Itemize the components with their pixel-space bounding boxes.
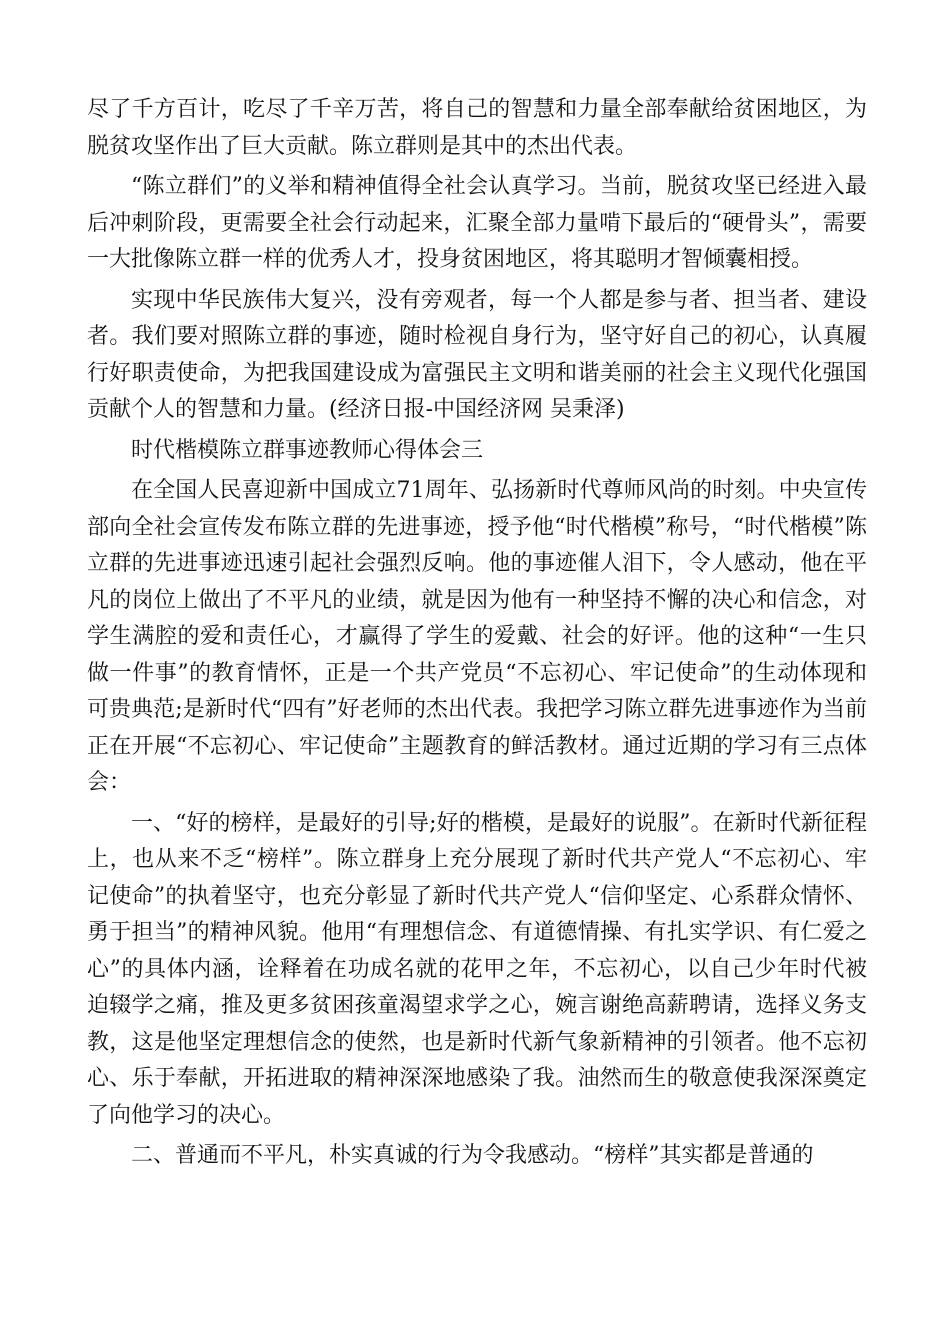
section-heading: 时代楷模陈立群事迹教师心得体会三	[131, 437, 484, 463]
paragraph-1: 尽了千方百计，吃尽了千辛万苦，将自己的智慧和力量全部奉献给贫困地区，为脱贫攻坚作出了巨大贡献。陈立群则是其中的杰出代表。	[87, 97, 867, 159]
paragraph-5: 一、“好的榜样，是最好的引导;好的楷模，是最好的说服”。在新时代新征程上，也从来不乏“榜样”。陈立群身上充分展现了新时代共产党人“不忘初心、牢记使命”的执着坚守，也充分彰显了新时代共产党人“信仰坚定、心系群众情怀、勇于担当”的精神风貌。他用“有理想信念、有道德情操、有扎实学识、有仁爱之心”的具体内涵，诠释着在功成名就的花甲之年，不忘初心，以自己少年时代被迫辍学之痛，推及更多贫困孩童渴望求学之心，婉言谢绝高薪聘请，选择义务支教，这是他坚定理想信念的使然，也是新时代新气象新精神的引领者。他不忘初心、乐于奉献，开拓进取的精神深深地感染了我。油然而生的敬意使我深深奠定了向他学习的决心。	[87, 810, 867, 1128]
paragraph-4: 在全国人民喜迎新中国成立71周年、弘扬新时代尊师风尚的时刻。中央宣传部向全社会宣传发布陈立群的先进事迹，授予他“时代楷模”称号，“时代楷模”陈立群的先进事迹迅速引起社会强烈反响。他的事迹催人泪下，令人感动，他在平凡的岗位上做出了不平凡的业绩，就是因为他有一种坚持不懈的决心和信念，对学生满腔的爱和责任心，才赢得了学生的爱戴、社会的好评。他的这种“一生只做一件事”的教育情怀，正是一个共产党员“不忘初心、牢记使命”的生动体现和可贵典范;是新时代“四有”好老师的杰出代表。我把学习陈立群先进事迹作为当前正在开展“不忘初心、牢记使命”主题教育的鲜活教材。通过近期的学习有三点体会：	[87, 478, 867, 795]
paragraph-3: 实现中华民族伟大复兴，没有旁观者，每一个人都是参与者、担当者、建设者。我们要对照陈立群的事迹，随时检视自身行为，坚守好自己的初心，认真履行好职责使命，为把我国建设成为富强民主文明和谐美丽的社会主义现代化强国贡献个人的智慧和力量。(经济日报-中国经济网 吴秉泽)	[87, 287, 867, 422]
paragraph-2: “陈立群们”的义举和精神值得全社会认真学习。当前，脱贫攻坚已经进入最后冲刺阶段，更需要全社会行动起来，汇聚全部力量啃下最后的“硬骨头”，需要一大批像陈立群一样的优秀人才，投身贫困地区，将其聪明才智倾囊相授。	[87, 174, 867, 272]
paragraph-6: 二、普通而不平凡，朴实真诚的行为令我感动。“榜样”其实都是普通的	[131, 1143, 814, 1168]
document-body	[87, 92, 867, 1179]
